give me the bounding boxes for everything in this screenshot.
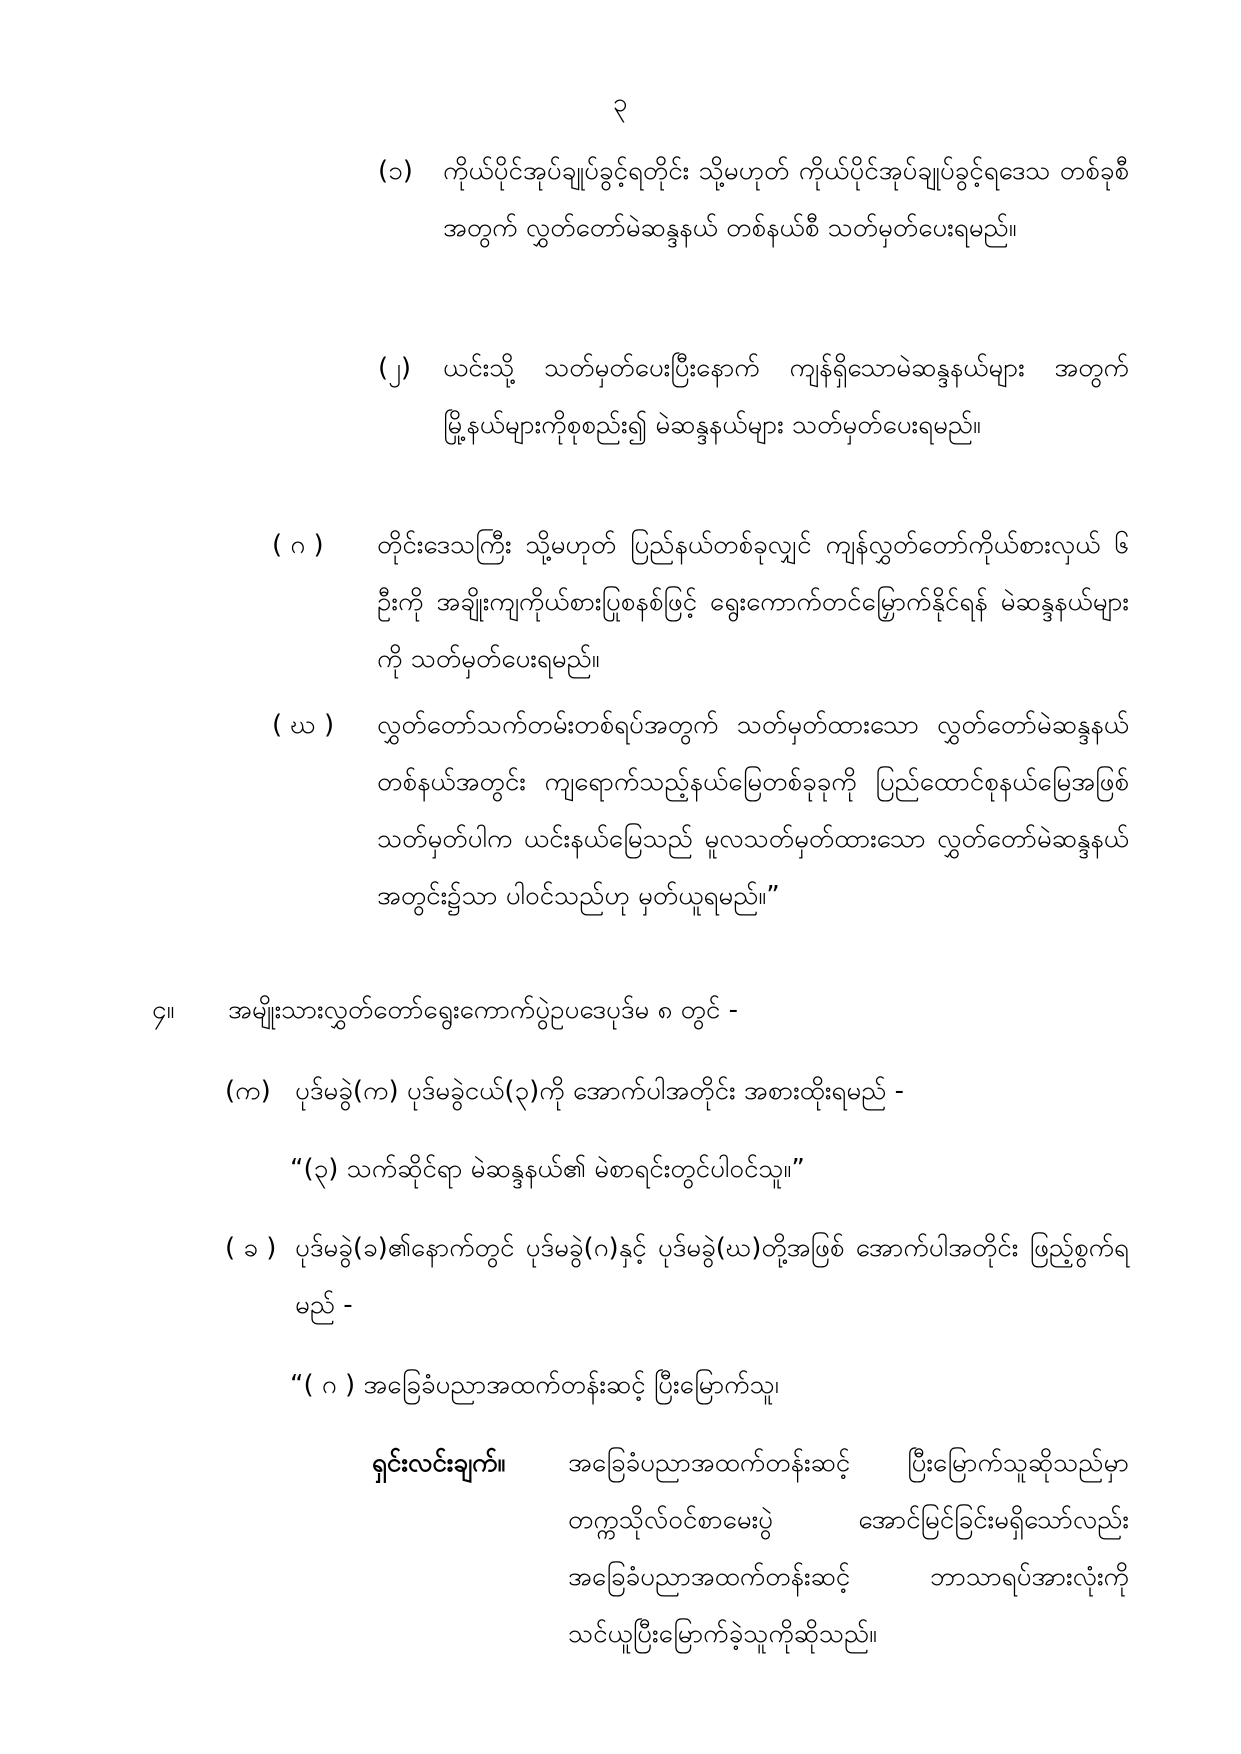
clause-gha-marker: ( ဃ ) <box>272 710 335 740</box>
clause-kha-marker: ( ခ ) <box>225 1233 277 1263</box>
item-1-text: ကိုယ်ပိုင်အုပ်ချုပ်ခွင့်ရတိုင်း သို့မဟုတ် ကိုယ်ပိုင်အုပ်ချုပ်ခွင့်ရဒေသ တစ်ခုစီအတွက် လွှတ်တော်မဲဆန္ဒနယ် တစ်နယ်စီ သတ်မှတ်ပေးရမည်။ <box>443 156 1129 243</box>
clause-ga-marker: ( ဂ ) <box>272 530 324 560</box>
item-2-text: ယင်းသို့ သတ်မှတ်ပေးပြီးနောက် ကျန်ရှိသောမဲဆန္ဒနယ်များ အတွက် မြို့နယ်များကိုစုစည်း၍ မဲဆန္ဒနယ်များ သတ်မှတ်ပေးရမည်။ <box>443 353 1129 440</box>
page-number: ၃ <box>612 88 628 118</box>
clause-kha-text: ပုဒ်မခွဲ(ခ)၏နောက်တွင် ပုဒ်မခွဲ(ဂ)နှင့် ပုဒ်မခွဲ(ဃ)တို့အဖြစ် အောက်ပါအတိုင်း ဖြည့်စွက်ရမည် - <box>295 1233 1129 1320</box>
explanation-text: အခြေခံပညာအထက်တန်းဆင့် ပြီးမြောက်သူဆိုသည်မှာ တက္ကသိုလ်ဝင်စာမေးပွဲ အောင်မြင်ခြင်းမရှိသော်လည်း အခြေခံပညာအထက်တန်းဆင့် ဘာသာရပ်အားလုံးကို သင်ယူပြီးမြောက်ခဲ့သူကိုဆိုသည်။ <box>568 1448 1129 1649</box>
clause-ka-text: ပုဒ်မခွဲ(က) ပုဒ်မခွဲငယ်(၃)ကို အောက်ပါအတိုင်း အစားထိုးရမည် - <box>295 1076 904 1106</box>
clause-ka-quote: “(၃) သက်ဆိုင်ရာ မဲဆန္ဒနယ်၏ မဲစာရင်းတွင်ပါဝင်သူ။” <box>290 1154 805 1184</box>
item-2-marker: (၂) <box>378 353 412 383</box>
clause-gha-text: လွှတ်တော်သက်တမ်းတစ်ရပ်အတွက် သတ်မှတ်ထားသော လွှတ်တော်မဲဆန္ဒနယ်တစ်နယ်အတွင်း ကျရောက်သည့်နယ်မြေတစ်ခုခုကို ပြည်ထောင်စုနယ်မြေအဖြစ် သတ်မှတ်ပါက ယင်းနယ်မြေသည် မူလသတ်မှတ်ထားသော လွှတ်တော်မဲဆန္ဒနယ်အတွင်း၌သာ ပါဝင်သည်ဟု မှတ်ယူရမည်။” <box>377 710 1129 911</box>
item-1-marker: (၁) <box>378 156 413 186</box>
explanation-label: ရှင်းလင်းချက်။ <box>372 1448 506 1478</box>
section-4-heading: အမျိုးသားလွှတ်တော်ရွေးကောက်ပွဲဥပဒေပုဒ်မ ၈ တွင် - <box>228 995 738 1025</box>
clause-ka-marker: (က) <box>225 1076 271 1106</box>
section-4-number: ၄။ <box>152 995 175 1025</box>
clause-ga-text: တိုင်းဒေသကြီး သို့မဟုတ် ပြည်နယ်တစ်ခုလျှင် ကျန်လွှတ်တော်ကိုယ်စားလှယ် ၆ ဦးကို အချိုးကျကိုယ်စားပြုစနစ်ဖြင့် ရွေးကောက်တင်မြှောက်နိုင်ရန် မဲဆန္ဒနယ်များကို သတ်မှတ်ပေးရမည်။ <box>377 530 1129 674</box>
clause-kha-quote: “( ဂ ) အခြေခံပညာအထက်တန်းဆင့် ပြီးမြောက်သူ၊ <box>290 1370 779 1400</box>
